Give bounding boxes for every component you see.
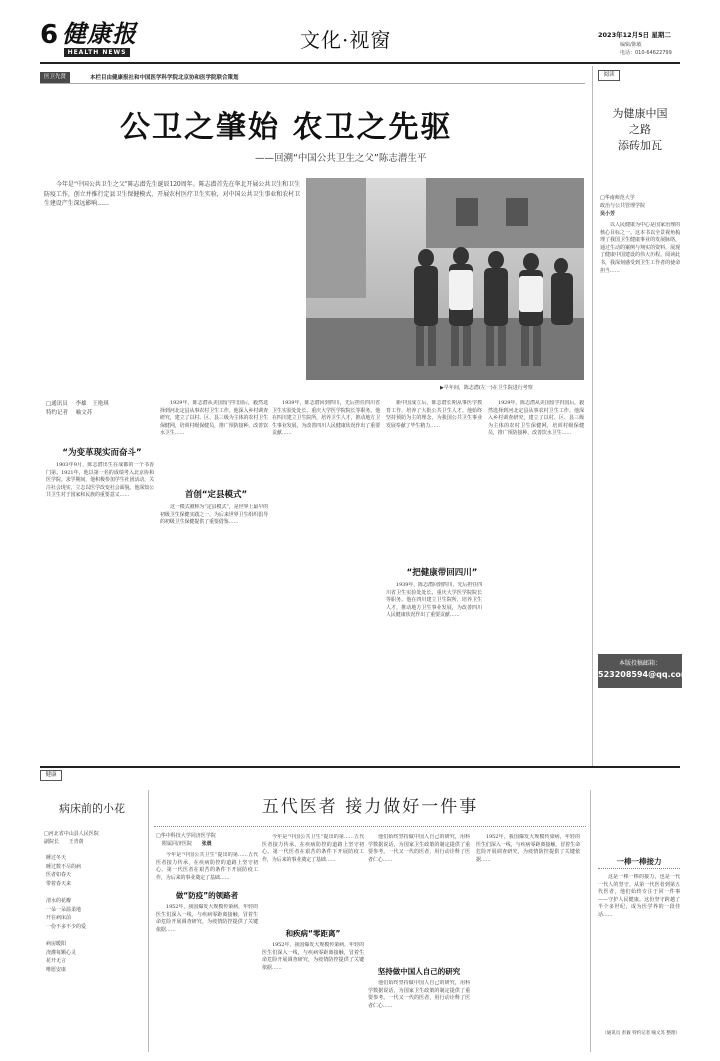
- phone-line: 电话：010-64622799: [620, 50, 672, 56]
- feature-col-1: [156, 852, 258, 886]
- poem-line: [46, 931, 142, 940]
- column-tag: 医卫先贤: [40, 72, 70, 83]
- feature-paragraph-7: 1952年，我国爆发大规模传染病，年轻的医生们深入一线，与疾病零距离接触，冒着生命危险开展调查研究，为疫情防控提供了关键依据……: [476, 834, 580, 863]
- section-title: 文化·视窗: [300, 28, 392, 52]
- article-body-col-4b: [386, 582, 482, 758]
- poem-line: 睡过数不尽的病: [46, 863, 82, 870]
- feature-title: 五代医者 接力做好一件事: [261, 797, 479, 817]
- feature-paragraph-3: 今年是“中国公共卫生”提出的第……五代医者接力传承，在疾病防控的道路上坚守初心。第一代医者在艰苦的条件下开展防疫工作，为后来的事业奠定了基础……: [262, 834, 364, 863]
- poem-title: 病床前的小花: [59, 802, 125, 815]
- body-paragraph-3: 这一模式被称为“定县模式”，是世界上最早的初级卫生保健实践之一，为后来世界卫生组织倡导的初级卫生保健提供了重要借鉴……: [160, 504, 268, 526]
- byline-name2: 王艳琪: [92, 401, 109, 407]
- feature-col-2b: [262, 942, 364, 1054]
- sidebar-title-line1: 为健康中国: [612, 107, 668, 120]
- feature-col-3: [368, 834, 470, 962]
- column-note: 本栏目由健康报社和中国医学科学院北京协和医学院联合策划: [90, 75, 239, 81]
- feature-col-4: [476, 834, 580, 1054]
- body-paragraph-6: 1939年，陈志潜回到四川，先后担任四川省卫生实验处处长、重庆大学医学院院长等职务。他在四川建立卫生院所，培养卫生人才，推动地方卫生事业发展，为改善四川人民健康状况作出了重要贡献……: [386, 582, 482, 619]
- feature-section-heading-1: 做“防疫”的领路者: [175, 891, 239, 900]
- feature-col-3b: [368, 980, 470, 1054]
- body-paragraph-7: 1929年，陈志潜从美国留学归国后，毅然选择到河北定县从事农村卫生工作。他深入乡村调查研究，建立了以村、区、县三级为主体的农村卫生保健网，培训村级保健员，推广预防接种，改善饮水卫生……: [488, 400, 584, 437]
- byline-name3: 喻文苏: [75, 410, 93, 416]
- article-intro: [44, 180, 300, 285]
- feature-title-rule: [154, 826, 586, 827]
- sidebar-divider: [592, 66, 593, 766]
- body-paragraph-1: 1903年9月，陈志潜出生在成都的一个书香门第。1921年，他以第一名的成绩考入北京协和医学院。求学期间，他积极参加学生社团活动，关注社会现实，立志以医学改变社会面貌。他深知公共卫生对于国家和民族的重要意义……: [46, 462, 154, 499]
- feature-author-org2: 附属同济医院: [162, 841, 193, 847]
- article-body-col-4a: [386, 400, 482, 560]
- sidebar-tag: 阅读: [598, 70, 620, 81]
- section-heading-1: “为变革现实而奋斗”: [62, 448, 142, 458]
- page-number: 6: [40, 20, 59, 50]
- sidebar-body-text: 以人民健康为中心是国家治理的核心目标之一。这本书以全景视角梳理了我国卫生健康事业的发展脉络，通过生动的案例与翔实的资料，展现了健康中国建设的伟大历程。阅读此书，我深刻感受到卫生工作者的使命担当……: [600, 222, 680, 274]
- feature-col-2: [262, 834, 364, 922]
- submission-email[interactable]: 523208594@qq.com: [598, 670, 690, 679]
- sidebar-body: [600, 222, 680, 652]
- article-body-col-2b: [160, 504, 268, 758]
- bottom-section-rule: [40, 766, 680, 768]
- sidebar-author: [600, 194, 680, 218]
- historical-photo: [306, 178, 584, 380]
- poem-line: 唯愿安康: [46, 966, 67, 973]
- poem-line: 病房暖阳: [46, 940, 67, 947]
- sidebar-author-name: 吴小芳: [600, 211, 616, 217]
- relay-footer: （通讯员 彭毅 特约记者 喻文苏 整理）: [602, 1031, 680, 1036]
- masthead-rule: [40, 62, 680, 64]
- article-title: 公卫之肇始 农卫之先驱: [120, 110, 453, 145]
- submission-box: [598, 654, 690, 688]
- sidebar-title: [600, 106, 680, 154]
- sidebar-author-org1: □华南师范大学: [600, 195, 635, 201]
- feature-paragraph-6: 他们始终坚持做中国人自己的研究，用科学数据说话，为国家卫生政策的制定提供了重要参考。一代又一代的医者，用行动诠释了医者仁心……: [368, 980, 470, 1009]
- feature-paragraph-1: 今年是“中国公共卫生”提出的第……五代医者接力传承，在疾病防控的道路上坚守初心。第一代医者在艰苦的条件下开展防疫工作，为后来的事业奠定了基础……: [156, 852, 258, 881]
- poem-line: 医者如春天: [46, 872, 72, 879]
- poem-line: 一朵一朵温柔地: [46, 906, 82, 913]
- poem-body: [46, 854, 142, 1054]
- feature-author-org: □华中科技大学同济医学院: [156, 833, 216, 839]
- poem-line: 开在病床前: [46, 915, 72, 922]
- poem-author-name: 王青荫: [68, 839, 84, 845]
- column-banner: [40, 72, 585, 84]
- feature-paragraph-5: 他们始终坚持做中国人自己的研究，用科学数据说话，为国家卫生政策的制定提供了重要参考。一代又一代的医者，用行动诠释了医者仁心……: [368, 834, 470, 863]
- poem-line: 睡过冬天: [46, 855, 67, 861]
- relay-title: 一棒一棒接力: [616, 857, 662, 866]
- paper-name-en: HEALTH NEWS: [64, 48, 130, 57]
- section-heading-3: “把健康带回四川”: [406, 568, 478, 578]
- poem-line: 带着春天来: [46, 880, 72, 887]
- poem-line: 清水的花瓣: [46, 897, 72, 904]
- feature-paragraph-4: 1952年，我国爆发大规模传染病，年轻的医生们深入一线，与疾病零距离接触，冒着生命危险开展调查研究，为疫情防控提供了关键依据……: [262, 942, 364, 971]
- body-paragraph-4: 1939年，陈志潜回到四川，先后担任四川省卫生实验处处长、重庆大学医学院院长等职务。他在四川建立卫生院所，培养卫生人才，推动地方卫生事业发展，为改善四川人民健康状况作出了重要贡献……: [272, 400, 380, 437]
- poem-line: 花开无言: [46, 958, 67, 965]
- bottom-section-tag: 健康: [40, 770, 62, 781]
- byline-org: □通讯员: [46, 401, 68, 407]
- article-body-col-2a: [160, 400, 268, 482]
- article-photo: [306, 178, 584, 380]
- right-column-divider: [590, 790, 591, 1052]
- section-heading-2: 首创“定县模式”: [184, 490, 248, 500]
- article-body-col-3: [272, 400, 380, 758]
- byline-role: 特约记者: [46, 410, 69, 416]
- body-paragraph-2: 1929年，陈志潜从美国留学归国后，毅然选择到河北定县从事农村卫生工作。他深入乡村调查研究，建立了以村、区、县三级为主体的农村卫生保健网，培训村级保健员，推广预防接种，改善饮水卫生……: [160, 400, 268, 437]
- feature-section-heading-2: 和疾病“零距离”: [285, 929, 341, 938]
- relay-paragraph: 这是一棒一棒的接力，也是一代一代人的坚守。从第一代医者到第五代医者，他们始终专注于同一件事——守护人民健康。这份坚守跨越了半个多世纪，成为医学界的一段佳话……: [598, 874, 680, 918]
- poem-line: [46, 888, 142, 897]
- poem-line: 一份不多不少的爱: [46, 923, 87, 930]
- feature-author-name: 张晨: [201, 841, 212, 847]
- feature-author: [156, 832, 266, 848]
- article-body-col-1: [46, 462, 154, 758]
- sidebar-author-org2: 政治与公共管理学院: [600, 203, 646, 209]
- article-body-col-5: [488, 400, 584, 758]
- article-byline: [46, 400, 116, 418]
- submission-label: 本版投稿邮箱：: [618, 660, 661, 667]
- article-subtitle: ——回溯“中国公共卫生之父”陈志潜生平: [255, 153, 427, 164]
- feature-section-heading-3: 坚持做中国人自己的研究: [377, 967, 461, 976]
- sidebar-title-line2: 之路: [629, 123, 651, 136]
- masthead: [0, 0, 720, 64]
- feature-col-1b: [156, 904, 258, 1054]
- relay-title-rule: [598, 868, 680, 869]
- sidebar-title-line3: 添砖加瓦: [618, 139, 662, 152]
- article-intro-text: 今年是“中国公共卫生之父”陈志潜先生诞辰120周年。陈志潜首先在华北开展公共卫生和卫生防疫工作，创立并推行定县卫生保健模式，开展农村医疗卫生实验，对中国公共卫生事业和农村卫生建设产生深远影响……: [44, 181, 300, 208]
- editor-line: 编辑/陈敏: [620, 42, 642, 48]
- body-paragraph-5: 新中国成立后，陈志潜长期从事医学教育工作，培养了大批公共卫生人才。他始终坚持预防为主的理念，为我国公共卫生事业发展奉献了毕生精力……: [386, 400, 482, 429]
- poem-author-org: □河北省中山县人民医院: [44, 831, 99, 837]
- byline-name1: 李雄: [75, 401, 87, 407]
- poem-line: 浇灌每颗心灵: [46, 949, 77, 956]
- feature-paragraph-2: 1952年，我国爆发大规模传染病，年轻的医生们深入一线，与疾病零距离接触，冒着生命危险开展调查研究，为疫情防控提供了关键依据……: [156, 904, 258, 933]
- poem-author: [44, 830, 144, 846]
- paper-name: 健康报: [62, 19, 137, 48]
- poem-author-role: 副院长: [44, 839, 60, 845]
- relay-body: [598, 874, 680, 1024]
- issue-date: 2023年12月5日 星期二: [598, 31, 671, 39]
- photo-caption: ▶早年间，陈志潜(左一)在卫生院进行考察: [440, 385, 533, 391]
- poem-divider: [148, 790, 149, 1052]
